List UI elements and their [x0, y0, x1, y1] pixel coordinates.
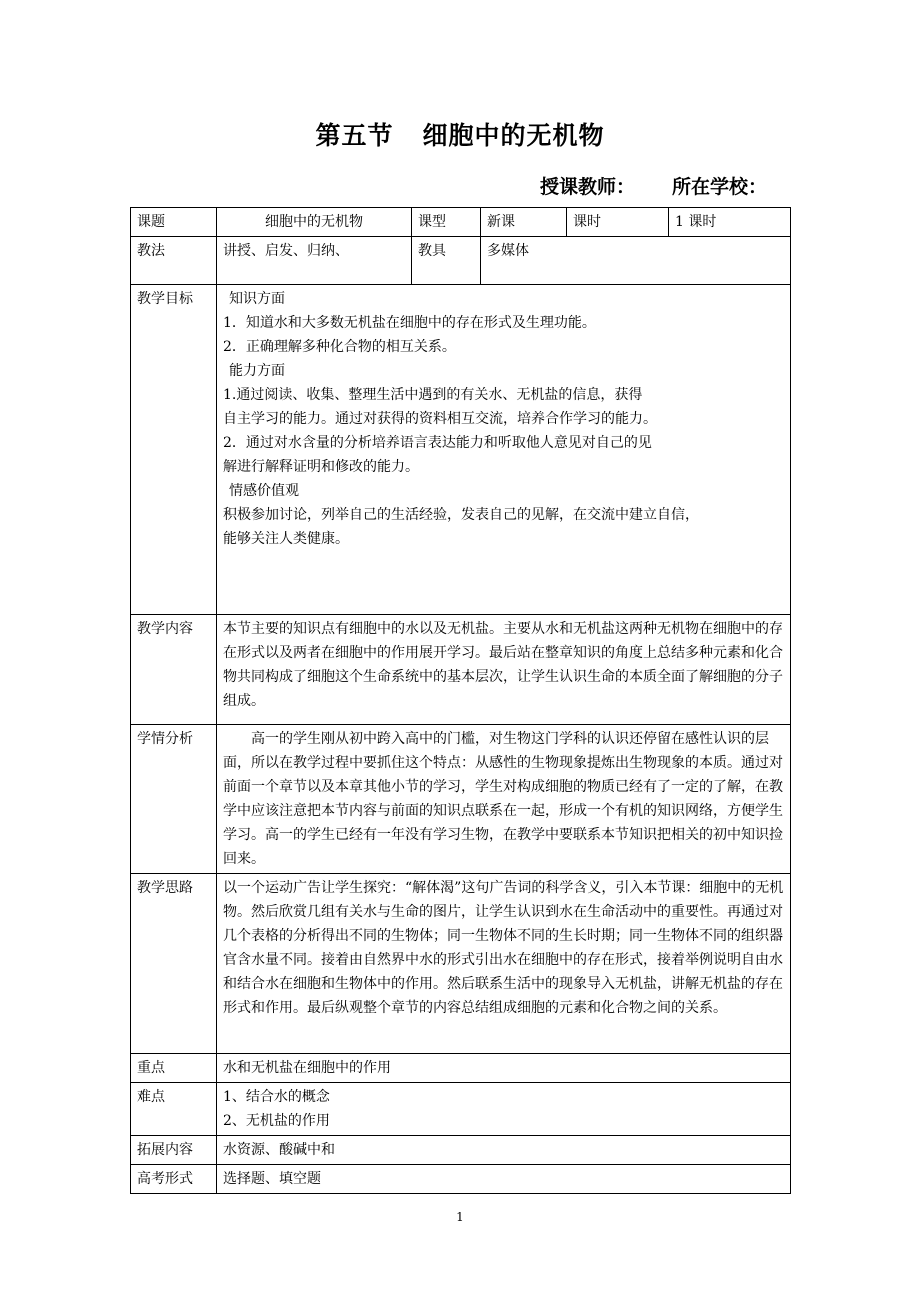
- key-point-text: 水和无机盐在细胞中的作用: [217, 1054, 791, 1083]
- difficulty-label: 难点: [131, 1083, 217, 1136]
- objective-line: 能够关注人类健康。: [223, 531, 349, 547]
- content-text: 本节主要的知识点有细胞中的水以及无机盐。主要从水和无机盐这两种无机物在细胞中的存在形式以及两者在细胞中的作用展开学习。最后站在整章知识的角度上总结多种元素和化合物共同构成了细胞这个生命系统中的基本层次，让学生认识生命的本质全面了解细胞的分子组成。: [217, 615, 791, 725]
- tools-label: 教具: [412, 237, 481, 285]
- header-row: [131, 208, 791, 237]
- type-value: 新课: [481, 208, 567, 237]
- approach-label: 教学思路: [131, 874, 217, 1054]
- method-label: 教法: [131, 237, 217, 285]
- analysis-label: 学情分析: [131, 725, 217, 874]
- content-row: [131, 615, 791, 725]
- difficulty-line: 1、结合水的概念: [223, 1089, 330, 1105]
- analysis-text: 高一的学生刚从初中跨入高中的门槛，对生物这门学科的认识还停留在感性认识的层面，所以在教学过程中要抓住这个特点：从感性的生物现象提炼出生物现象的本质。通过对前面一个章节以及本章其他小节的学习，学生对构成细胞的物质已经有了一定的了解，在教学中应该注意把本节内容与前面的知识点联系在一起，形成一个有机的知识网络，方便学生学习。高一的学生已经有一年没有学习生物，在教学中要联系本节知识把相关的初中知识捡回来。: [217, 725, 791, 874]
- difficulty-row: [131, 1083, 791, 1136]
- hours-label: 课时: [567, 208, 669, 237]
- method-row: [131, 237, 791, 285]
- approach-text: 以一个运动广告让学生探究：“解体渴”这句广告词的科学含义，引入本节课：细胞中的无机物。然后欣赏几组有关水与生命的图片，让学生认识到水在生命活动中的重要性。再通过对几个表格的分析得出不同的生物体；同一生物体不同的生长时期；同一生物体不同的组织器官含水量不同。接着由自然界中水的形式引出水在细胞中的存在形式，接着举例说明自由水和结合水在细胞和生物体中的作用。然后联系生活中的现象导入无机盐，讲解无机盐的存在形式和作用。最后纵观整个章节的内容总结组成细胞的元素和化合物之间的关系。: [217, 874, 791, 1054]
- objectives-label: 教学目标: [131, 285, 217, 615]
- extension-label: 拓展内容: [131, 1136, 217, 1165]
- objective-line: 积极参加讨论，列举自己的生活经验，发表自己的见解，在交流中建立自信，: [223, 507, 699, 523]
- hours-value: 1 课时: [669, 208, 791, 237]
- content-label: 教学内容: [131, 615, 217, 725]
- objective-line: 解进行解释证明和修改的能力。: [223, 459, 419, 475]
- method-value: 讲授、启发、归纳、: [217, 237, 412, 285]
- extension-row: [131, 1136, 791, 1165]
- exam-label: 高考形式: [131, 1165, 217, 1194]
- key-point-row: [131, 1054, 791, 1083]
- teacher-label: 授课教师：: [540, 176, 636, 198]
- objectives-row: [131, 285, 791, 615]
- page-number: 1: [456, 1210, 464, 1224]
- lesson-plan-table: [130, 207, 791, 1194]
- exam-row: [131, 1165, 791, 1194]
- document-title: 第五节 细胞中的无机物: [315, 121, 605, 150]
- key-point-label: 重点: [131, 1054, 217, 1083]
- analysis-row: [131, 725, 791, 874]
- topic-value: 细胞中的无机物: [217, 208, 412, 237]
- objective-line: 自主学习的能力。通过对获得的资料相互交流，培养合作学习的能力。: [223, 411, 657, 427]
- objective-line: 情感价值观: [229, 483, 299, 499]
- approach-row: [131, 874, 791, 1054]
- objective-line: 1.通过阅读、收集、整理生活中遇到的有关水、无机盐的信息，获得: [223, 387, 643, 403]
- objectives-cell: [217, 285, 791, 615]
- difficulty-line: 2、无机盐的作用: [223, 1113, 330, 1129]
- byline: [540, 172, 767, 199]
- topic-label: 课题: [131, 208, 217, 237]
- difficulty-cell: [217, 1083, 791, 1136]
- school-label: 所在学校：: [672, 176, 768, 198]
- objective-line: 能力方面: [229, 363, 285, 379]
- extension-text: 水资源、酸碱中和: [217, 1136, 791, 1165]
- objective-line: 知识方面: [229, 291, 285, 307]
- type-label: 课型: [412, 208, 481, 237]
- objective-line: 2．正确理解多种化合物的相互关系。: [223, 339, 456, 355]
- exam-text: 选择题、填空题: [217, 1165, 791, 1194]
- tools-value: 多媒体: [481, 237, 791, 285]
- objective-line: 2．通过对水含量的分析培养语言表达能力和听取他人意见对自己的见: [223, 435, 652, 451]
- objective-line: 1．知道水和大多数无机盐在细胞中的存在形式及生理功能。: [223, 315, 596, 331]
